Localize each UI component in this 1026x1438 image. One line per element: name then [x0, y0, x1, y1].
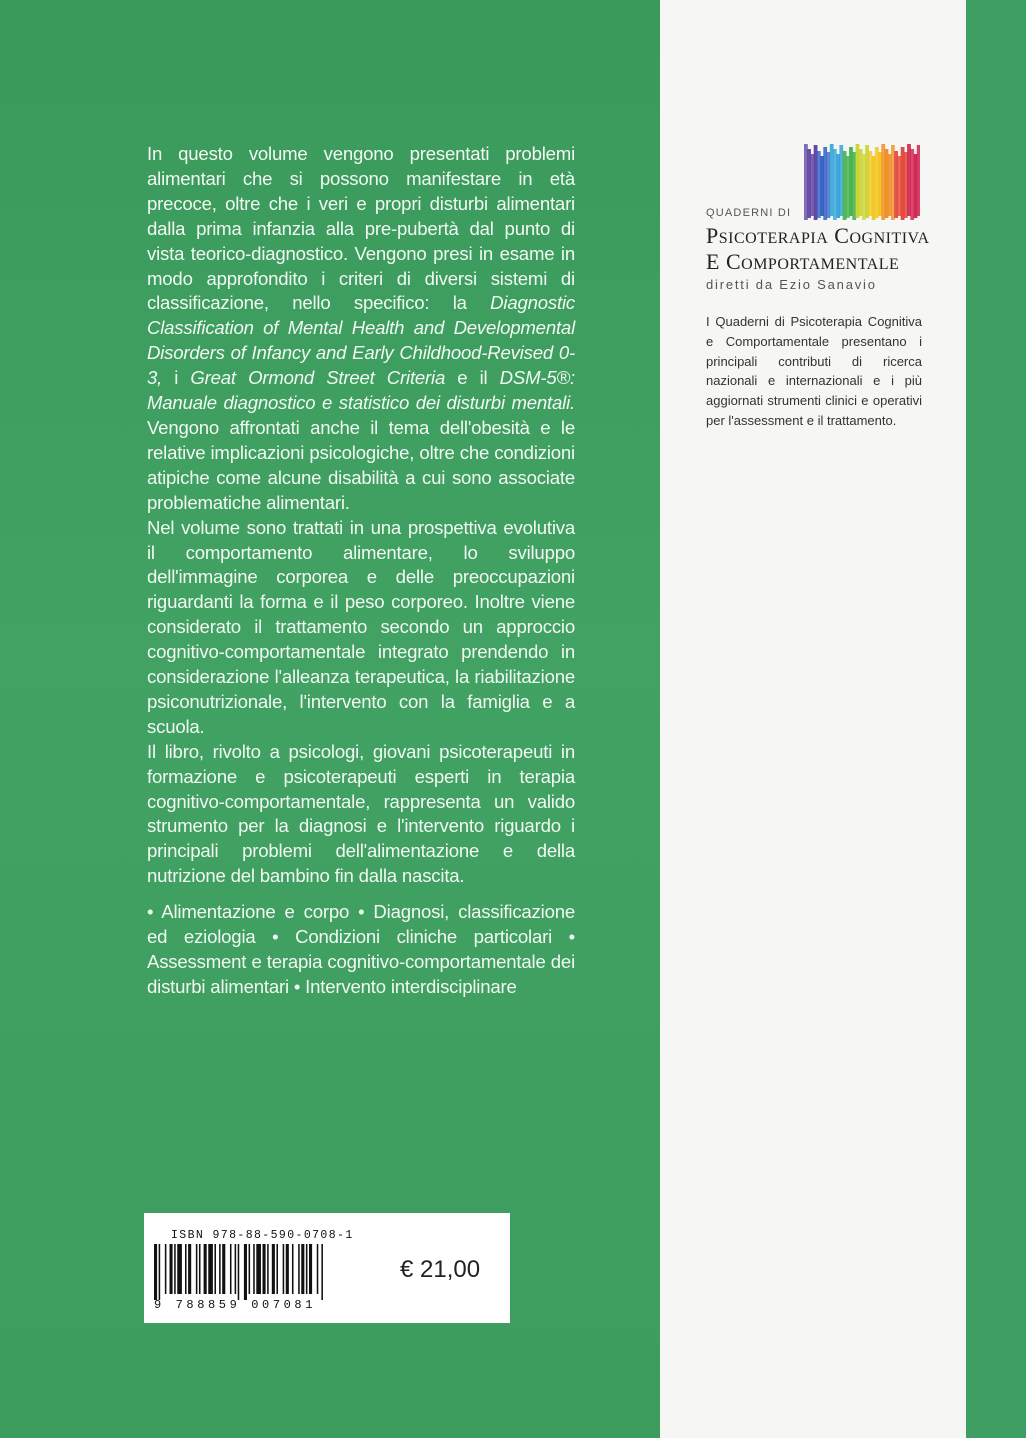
blurb-text: i	[162, 367, 191, 389]
keyword-item: Alimentazione e corpo	[161, 901, 350, 922]
cover-right-edge	[966, 0, 1026, 1438]
blurb-italic-title: Great Ormond Street Criteria	[190, 367, 446, 389]
series-header	[706, 207, 930, 292]
rainbow-stroke	[839, 145, 843, 216]
series-title	[706, 224, 930, 276]
keyword-bullet: •	[288, 976, 306, 997]
keyword-bullet: •	[349, 901, 374, 922]
keywords-list	[147, 899, 575, 999]
book-blurb	[147, 142, 575, 889]
keyword-bullet: •	[255, 926, 296, 947]
keyword-item: Assessment e terapia cognitivo-comportamentale dei disturbi alimentari	[147, 951, 575, 997]
keyword-item: Diagnosi, classificazione ed eziologia	[147, 901, 576, 947]
series-description: I Quaderni di Psicoterapia Cognitiva e Comportamentale presentano i principali contributi di ricerca nazionali e internazionali e i più aggiornati strumenti clinici e operativi per l'assessment e il trattamento.	[706, 314, 922, 428]
price: € 21,00	[400, 1256, 481, 1283]
series-label-small: QUADERNI DI	[706, 207, 792, 219]
blurb-paragraph	[147, 142, 575, 516]
blurb-text: In questo volume vengono presentati problemi alimentari che si possono manifestare in età precoce, oltre che i veri e propri disturbi alimentari dalla prima infanzia alla pre-pubertà dal punto di vista teorico-diagnostico. Vengono presi in esame in modo approfondito i criteri di diversi sistemi di classificazione, nello specifico: la	[147, 143, 575, 314]
isbn-text: ISBN 978-88-590-0708-1	[171, 1229, 354, 1242]
blurb-text: Vengono affrontati anche il tema dell'obesità e le relative implicazioni psicologiche, oltre che condizioni atipiche come alcune disabilità a cui sono associate problematiche alimentari.	[147, 416, 575, 513]
keyword-item: Intervento interdisciplinare	[305, 976, 517, 997]
blurb-text: Il libro, rivolto a psicologi, giovani psicoterapeuti in formazione e psicoterapeuti esperti in terapia cognitivo-comportamentale, rappresenta un valido strumento per la diagnosi e l'intervento riguardo i principali problemi dell'alimentazione e della nutrizione del bambino fin dalla nascita.	[147, 740, 575, 887]
series-editors: diretti da Ezio Sanavio	[706, 277, 877, 292]
keyword-item: Condizioni cliniche particolari	[295, 926, 553, 947]
barcode-label	[144, 1213, 510, 1323]
blurb-text: Nel volume sono trattati in una prospettiva evolutiva il comportamento alimentare, lo sviluppo dell'immagine corporea e delle preoccupazioni riguardanti la forma e il peso corporeo. Inoltre viene considerato il trattamento secondo un approccio cognitivo-comportamentale integrato prendendo in considerazione l'alleanza terapeutica, la riabilitazione psiconutrizionale, l'intervento con la famiglia e a scuola.	[147, 516, 575, 737]
barcode-digits: 9 788859 007081	[154, 1298, 317, 1312]
barcode-icon	[154, 1244, 376, 1300]
blurb-italic-title: Diagnostic Classification of Mental Health and Developmental Disorders of Infancy and Early Childhood-Revised 0-3,	[147, 292, 575, 389]
blurb-text: e il	[445, 367, 500, 389]
blurb-paragraph	[147, 740, 575, 889]
series-title-line2: E COMPORTAMENTALE	[706, 249, 900, 274]
blurb-italic-title: DSM-5®: Manuale diagnostico e statistico dei disturbi mentali.	[147, 367, 575, 414]
keyword-bullet: •	[552, 926, 575, 947]
keyword-bullet: •	[147, 901, 162, 922]
blurb-paragraph	[147, 516, 575, 740]
rainbow-stroke	[917, 145, 920, 216]
series-title-line1: PSICOTERAPIA COGNITIVA	[706, 223, 930, 248]
